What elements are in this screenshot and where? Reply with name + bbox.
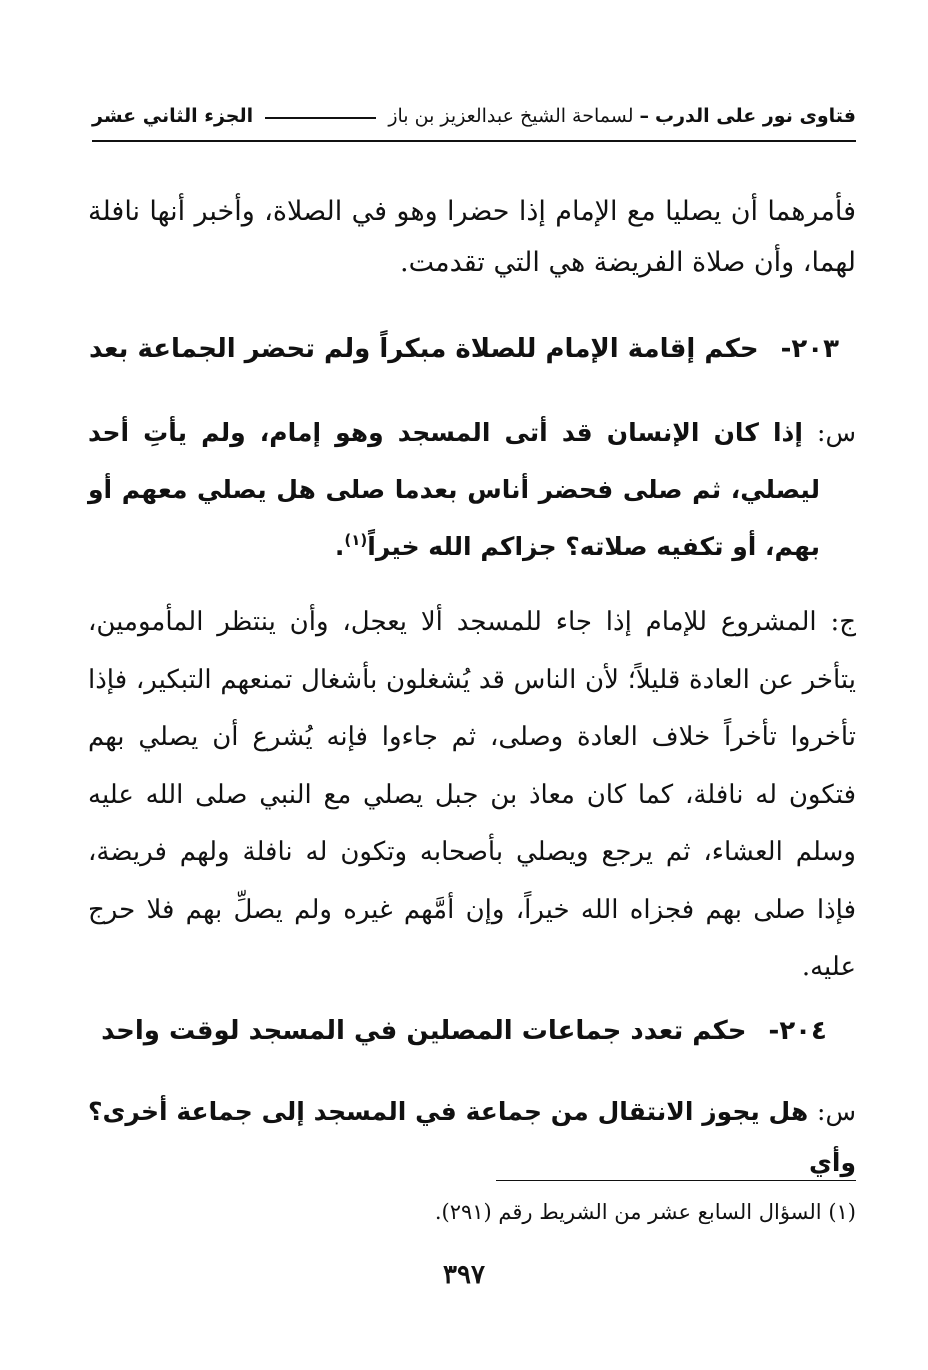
question-prefix-204: س:: [817, 1097, 856, 1126]
intro-paragraph: فأمرهما أن يصليا مع الإمام إذا حضرا وهو في الصلاة، وأخبر أنها نافلة لهما، وأن صلاة الفريضة هي التي تقدمت.: [88, 196, 856, 278]
footnote-divider: [496, 1180, 856, 1181]
header-divider: [92, 140, 856, 142]
question-text: إذا كان الإنسان قد أتى المسجد وهو إمام، ولم يأتِ أحد ليصلي، ثم صلى فحضر أناس بعدما صلى هل يصلي معهم أو بهم، أو تكفيه صلاته؟ جزاكم الله خيراً: [88, 418, 820, 561]
header-dash: –: [639, 105, 649, 127]
question-end: .: [334, 532, 345, 561]
footnote-marker: (١): [344, 531, 368, 549]
page-number: ٣٩٧: [443, 1260, 485, 1290]
section-203-number: ٢٠٣-: [780, 334, 840, 364]
section-204-question: [88, 1086, 856, 1188]
section-204-number: ٢٠٤-: [768, 1016, 827, 1046]
section-203-heading: [0, 334, 928, 364]
running-header: [92, 96, 856, 136]
header-inline-rule: [265, 117, 376, 119]
section-203-answer: [88, 594, 856, 997]
footnote: (١) السؤال السابع عشر من الشريط رقم (٢٩١).: [434, 1200, 856, 1224]
section-203-question: [88, 404, 856, 575]
question-text-204: هل يجوز الانتقال من جماعة في المسجد إلى جماعة أخرى؟ وأي: [88, 1097, 856, 1177]
author-name: لسماحة الشيخ عبدالعزيز بن باز: [388, 105, 634, 127]
book-title: فتاوى نور على الدرب: [655, 105, 856, 127]
answer-prefix: ج:: [830, 607, 856, 637]
section-203-title: حكم إقامة الإمام للصلاة مبكراً ولم تحضر الجماعة بعد: [88, 334, 759, 364]
answer-text: المشروع للإمام إذا جاء للمسجد ألا يعجل، وأن ينتظر المأمومين، يتأخر عن العادة قليلاً؛ لأن الناس قد يُشغلون بأشغال تمنعهم التبكير، فإذا تأخروا تأخراً خلاف العادة وصلى، ثم جاءوا فإنه يُشرع أن يصلي بهم فتكون له نافلة، كما كان معاذ بن جبل يصلي مع النبي صلى الله عليه وسلم العشاء، ثم يرجع ويصلي بأصحابه وتكون له نافلة ولهم فريضة، فإذا صلى بهم فجزاه الله خيراً، وإن أمَّهم غيره ولم يصلِّ بهم فلا حرج عليه.: [88, 607, 856, 982]
section-204-title: حكم تعدد جماعات المصلين في المسجد لوقت واحد: [101, 1016, 747, 1046]
question-prefix: س:: [817, 418, 856, 447]
section-204-heading: [0, 1016, 928, 1046]
volume-part: الجزء الثاني عشر: [92, 105, 254, 127]
